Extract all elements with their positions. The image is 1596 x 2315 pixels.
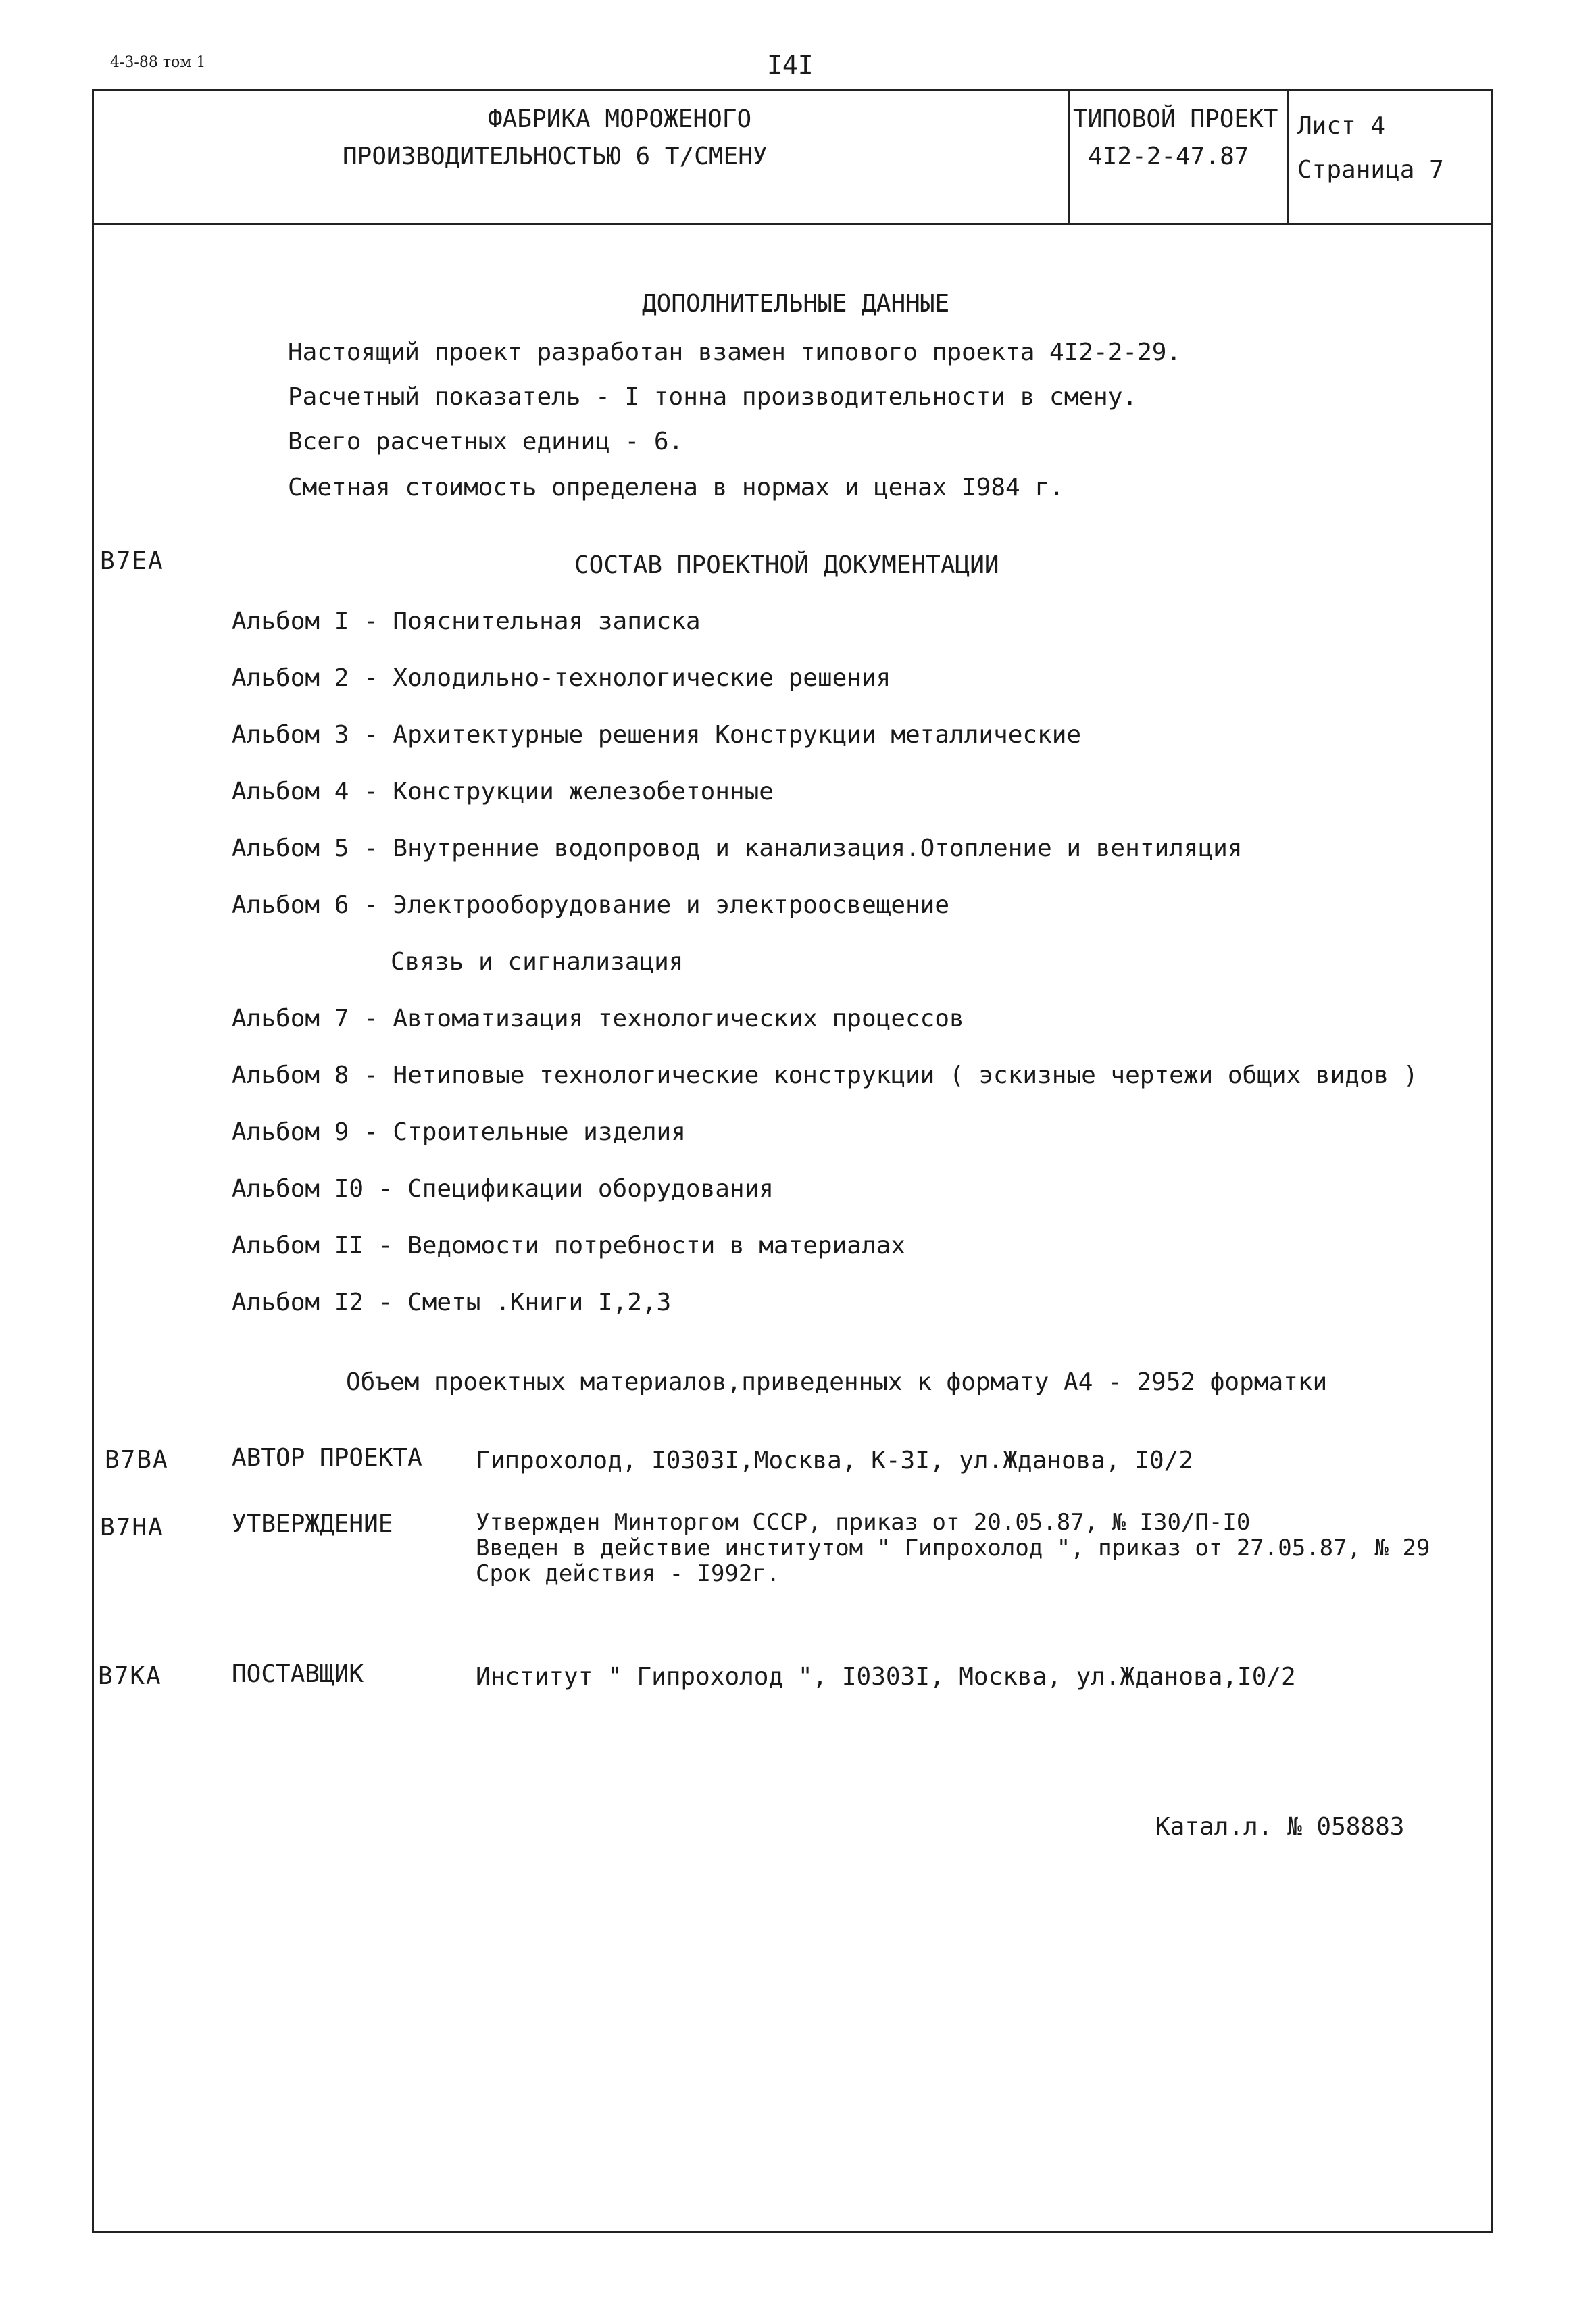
additional-line-3: Всего расчетных единиц - 6.	[288, 428, 684, 455]
album-6-continuation: Связь и сигнализация	[391, 948, 684, 976]
additional-line-2: Расчетный показатель - I тонна производительности в смену.	[288, 383, 1138, 411]
header-divider-right	[1287, 89, 1289, 225]
supplier-text: Институт " Гипрохолод ", I0303I, Москва, ул.Жданова,I0/2	[476, 1663, 1296, 1691]
author-text: Гипрохолод, I0303I,Москва, К-3I, ул.Жданова, I0/2	[476, 1447, 1194, 1474]
project-label: ТИПОВОЙ ПРОЕКТ	[1073, 105, 1278, 133]
album-11: Альбом II - Ведомости потребности в материалах	[232, 1232, 905, 1260]
approval-label: УТВЕРЖДЕНИЕ	[232, 1510, 393, 1538]
approval-line-1: Утвержден Минторгом СССР, приказ от 20.05.87, № I30/П-I0	[476, 1509, 1251, 1536]
materials-volume: Объем проектных материалов,приведенных к формату А4 - 2952 форматки	[346, 1368, 1328, 1396]
page-number: I4I	[767, 50, 814, 80]
album-1: Альбом I - Пояснительная записка	[232, 607, 701, 635]
album-2: Альбом 2 - Холодильно-технологические решения	[232, 664, 891, 692]
document-reference: 4-3-88 том 1	[110, 54, 206, 71]
header-divider-left	[1068, 89, 1070, 225]
author-code: В7ВА	[105, 1446, 169, 1474]
album-8: Альбом 8 - Нетиповые технологические конструкции ( эскизные чертежи общих видов )	[232, 1062, 1418, 1089]
album-9: Альбом 9 - Строительные изделия	[232, 1118, 686, 1146]
sheet-label: Лист 4	[1297, 112, 1386, 140]
catalog-number: Катал.л. № 058883	[1155, 1813, 1405, 1841]
album-6: Альбом 6 - Электрооборудование и электроосвещение	[232, 891, 950, 919]
composition-code: В7ЕА	[100, 547, 164, 575]
album-10: Альбом I0 - Спецификации оборудования	[232, 1175, 774, 1203]
additional-line-4: Сметная стоимость определена в нормах и ценах I984 г.	[288, 474, 1064, 501]
page-label: Страница 7	[1297, 156, 1444, 184]
approval-line-2: Введен в действие институтом " Гипрохолод ", приказ от 27.05.87, № 29	[476, 1535, 1430, 1562]
header-divider	[92, 223, 1493, 225]
additional-line-1: Настоящий проект разработан взамен типового проекта 4I2-2-29.	[288, 339, 1182, 366]
supplier-label: ПОСТАВЩИК	[232, 1660, 364, 1688]
composition-heading: СОСТАВ ПРОЕКТНОЙ ДОКУМЕНТАЦИИ	[574, 551, 999, 579]
approval-code: В7НА	[100, 1514, 164, 1541]
author-label: АВТОР ПРОЕКТА	[232, 1444, 422, 1472]
album-7: Альбом 7 - Автоматизация технологических процессов	[232, 1005, 964, 1032]
album-3: Альбом 3 - Архитектурные решения Конструкции металлические	[232, 721, 1082, 749]
album-12: Альбом I2 - Сметы .Книги I,2,3	[232, 1289, 672, 1316]
title-line-2: ПРОИЗВОДИТЕЛЬНОСТЬЮ 6 Т/СМЕНУ	[343, 143, 768, 170]
approval-line-3: Срок действия - I992г.	[476, 1560, 780, 1587]
supplier-code: В7КА	[98, 1662, 162, 1690]
album-4: Альбом 4 - Конструкции железобетонные	[232, 778, 774, 805]
project-number: 4I2-2-47.87	[1088, 143, 1249, 170]
additional-heading: ДОПОЛНИТЕЛЬНЫЕ ДАННЫЕ	[642, 290, 950, 318]
title-line-1: ФАБРИКА МОРОЖЕНОГО	[488, 105, 752, 133]
album-5: Альбом 5 - Внутренние водопровод и канализация.Отопление и вентиляция	[232, 835, 1243, 862]
